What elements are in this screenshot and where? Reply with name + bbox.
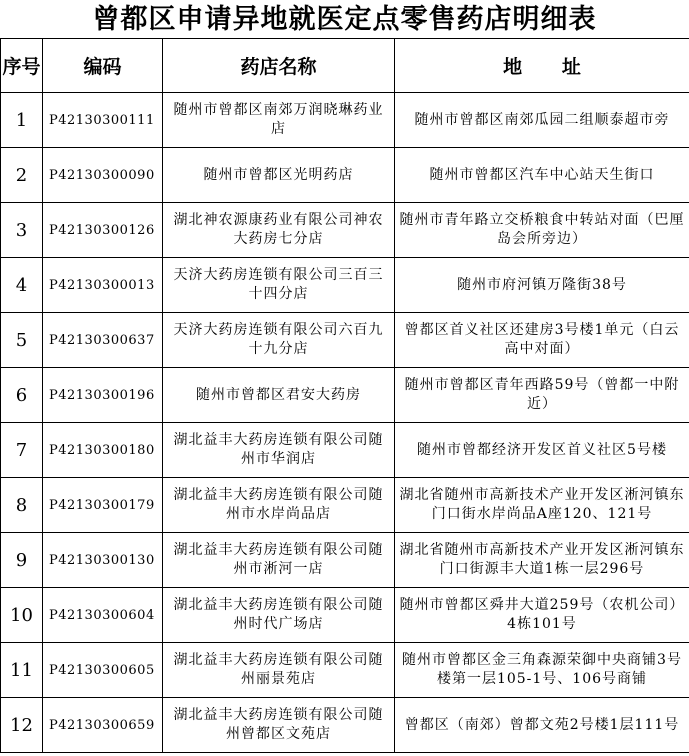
- row-code: P42130300604: [43, 588, 163, 643]
- row-pharmacy-name: 随州市曾都区君安大药房: [163, 368, 395, 423]
- table-row: [1, 368, 689, 423]
- row-address-text: 随州市青年路立交桥粮食中转站对面（巴厘岛会所旁边）: [399, 212, 685, 247]
- row-code: P42130300090: [43, 148, 163, 203]
- row-pharmacy-name: 湖北益丰大药房连锁有限公司随州时代广场店: [163, 588, 395, 643]
- table-row: [1, 93, 689, 148]
- row-code: P42130300013: [43, 258, 163, 313]
- row-address: [395, 698, 689, 753]
- row-code: P42130300179: [43, 478, 163, 533]
- row-address: [395, 203, 689, 258]
- row-pharmacy-name: 随州市曾都区光明药店: [163, 148, 395, 203]
- row-address-text: 随州市曾都区南郊瓜园二组顺泰超市旁: [414, 111, 670, 128]
- row-code: P42130300605: [43, 643, 163, 698]
- row-address: [395, 533, 689, 588]
- row-serial: 2: [1, 148, 43, 203]
- row-address: [395, 478, 689, 533]
- row-pharmacy-name: 天济大药房连锁有限公司三百三十四分店: [163, 258, 395, 313]
- table-row: [1, 533, 689, 588]
- row-address-text: 随州市曾都区汽车中心站天生街口: [429, 166, 655, 183]
- row-address-text: 随州市曾都区舜井大道259号（农机公司）4栋101号: [399, 597, 685, 632]
- row-address-text: 随州市曾都区青年西路59号（曾都一中附近）: [404, 377, 680, 412]
- row-code: P42130300130: [43, 533, 163, 588]
- row-pharmacy-name: 湖北益丰大药房连锁有限公司随州丽景苑店: [163, 643, 395, 698]
- row-address-text: 随州市曾都区金三角森源荣御中央商铺3号楼第一层105-1号、106号商铺: [402, 652, 682, 687]
- table-row: [1, 148, 689, 203]
- row-serial: 4: [1, 258, 43, 313]
- row-address-text: 曾都区首义社区还建房3号楼1单元（白云高中对面）: [404, 322, 680, 357]
- row-serial: 8: [1, 478, 43, 533]
- table-row: [1, 698, 689, 753]
- row-serial: 10: [1, 588, 43, 643]
- row-code: P42130300126: [43, 203, 163, 258]
- row-serial: 6: [1, 368, 43, 423]
- page-title: 曾都区申请异地就医定点零售药店明细表: [92, 4, 597, 35]
- table-row: [1, 643, 689, 698]
- pharmacy-table: [0, 38, 689, 753]
- row-pharmacy-name: 湖北益丰大药房连锁有限公司随州市水岸尚品店: [163, 478, 395, 533]
- row-address: [395, 148, 689, 203]
- row-address: [395, 313, 689, 368]
- row-address-text: 湖北省随州市高新技术产业开发区淅河镇东门口街源丰大道1栋一层296号: [399, 542, 685, 577]
- row-code: P42130300659: [43, 698, 163, 753]
- table-row: [1, 588, 689, 643]
- table-row: [1, 258, 689, 313]
- row-address-text: 曾都区（南郊）曾都文苑2号楼1层111号: [404, 716, 680, 733]
- row-address: [395, 93, 689, 148]
- row-pharmacy-name: 湖北益丰大药房连锁有限公司随州曾都区文苑店: [163, 698, 395, 753]
- row-pharmacy-name: 天济大药房连锁有限公司六百九十九分店: [163, 313, 395, 368]
- header-serial: 序号: [1, 39, 43, 93]
- row-address: [395, 588, 689, 643]
- row-address: [395, 368, 689, 423]
- row-code: P42130300180: [43, 423, 163, 478]
- row-serial: 3: [1, 203, 43, 258]
- row-code: P42130300196: [43, 368, 163, 423]
- row-address: [395, 643, 689, 698]
- header-pharmacy-name: 药店名称: [163, 39, 395, 93]
- row-address-text: 随州市曾都经济开发区首义社区5号楼: [417, 441, 667, 458]
- row-pharmacy-name: 湖北益丰大药房连锁有限公司随州市淅河一店: [163, 533, 395, 588]
- row-code: P42130300637: [43, 313, 163, 368]
- row-address: [395, 258, 689, 313]
- table-row: [1, 423, 689, 478]
- row-serial: 11: [1, 643, 43, 698]
- row-address: [395, 423, 689, 478]
- row-address-text: 随州市府河镇万隆街38号: [457, 276, 627, 293]
- row-serial: 9: [1, 533, 43, 588]
- row-serial: 5: [1, 313, 43, 368]
- header-address: 地 址: [395, 39, 689, 93]
- row-serial: 12: [1, 698, 43, 753]
- row-serial: 1: [1, 93, 43, 148]
- row-pharmacy-name: 湖北神农源康药业有限公司神农大药房七分店: [163, 203, 395, 258]
- row-pharmacy-name: 湖北益丰大药房连锁有限公司随州市华润店: [163, 423, 395, 478]
- row-address-text: 湖北省随州市高新技术产业开发区淅河镇东门口街水岸尚品A座120、121号: [399, 487, 685, 522]
- table-row: [1, 203, 689, 258]
- row-code: P42130300111: [43, 93, 163, 148]
- row-serial: 7: [1, 423, 43, 478]
- row-pharmacy-name: 随州市曾都区南郊万润晓琳药业店: [163, 93, 395, 148]
- header-code: 编码: [43, 39, 163, 93]
- table-row: [1, 478, 689, 533]
- header-row: [1, 39, 689, 93]
- table-row: [1, 313, 689, 368]
